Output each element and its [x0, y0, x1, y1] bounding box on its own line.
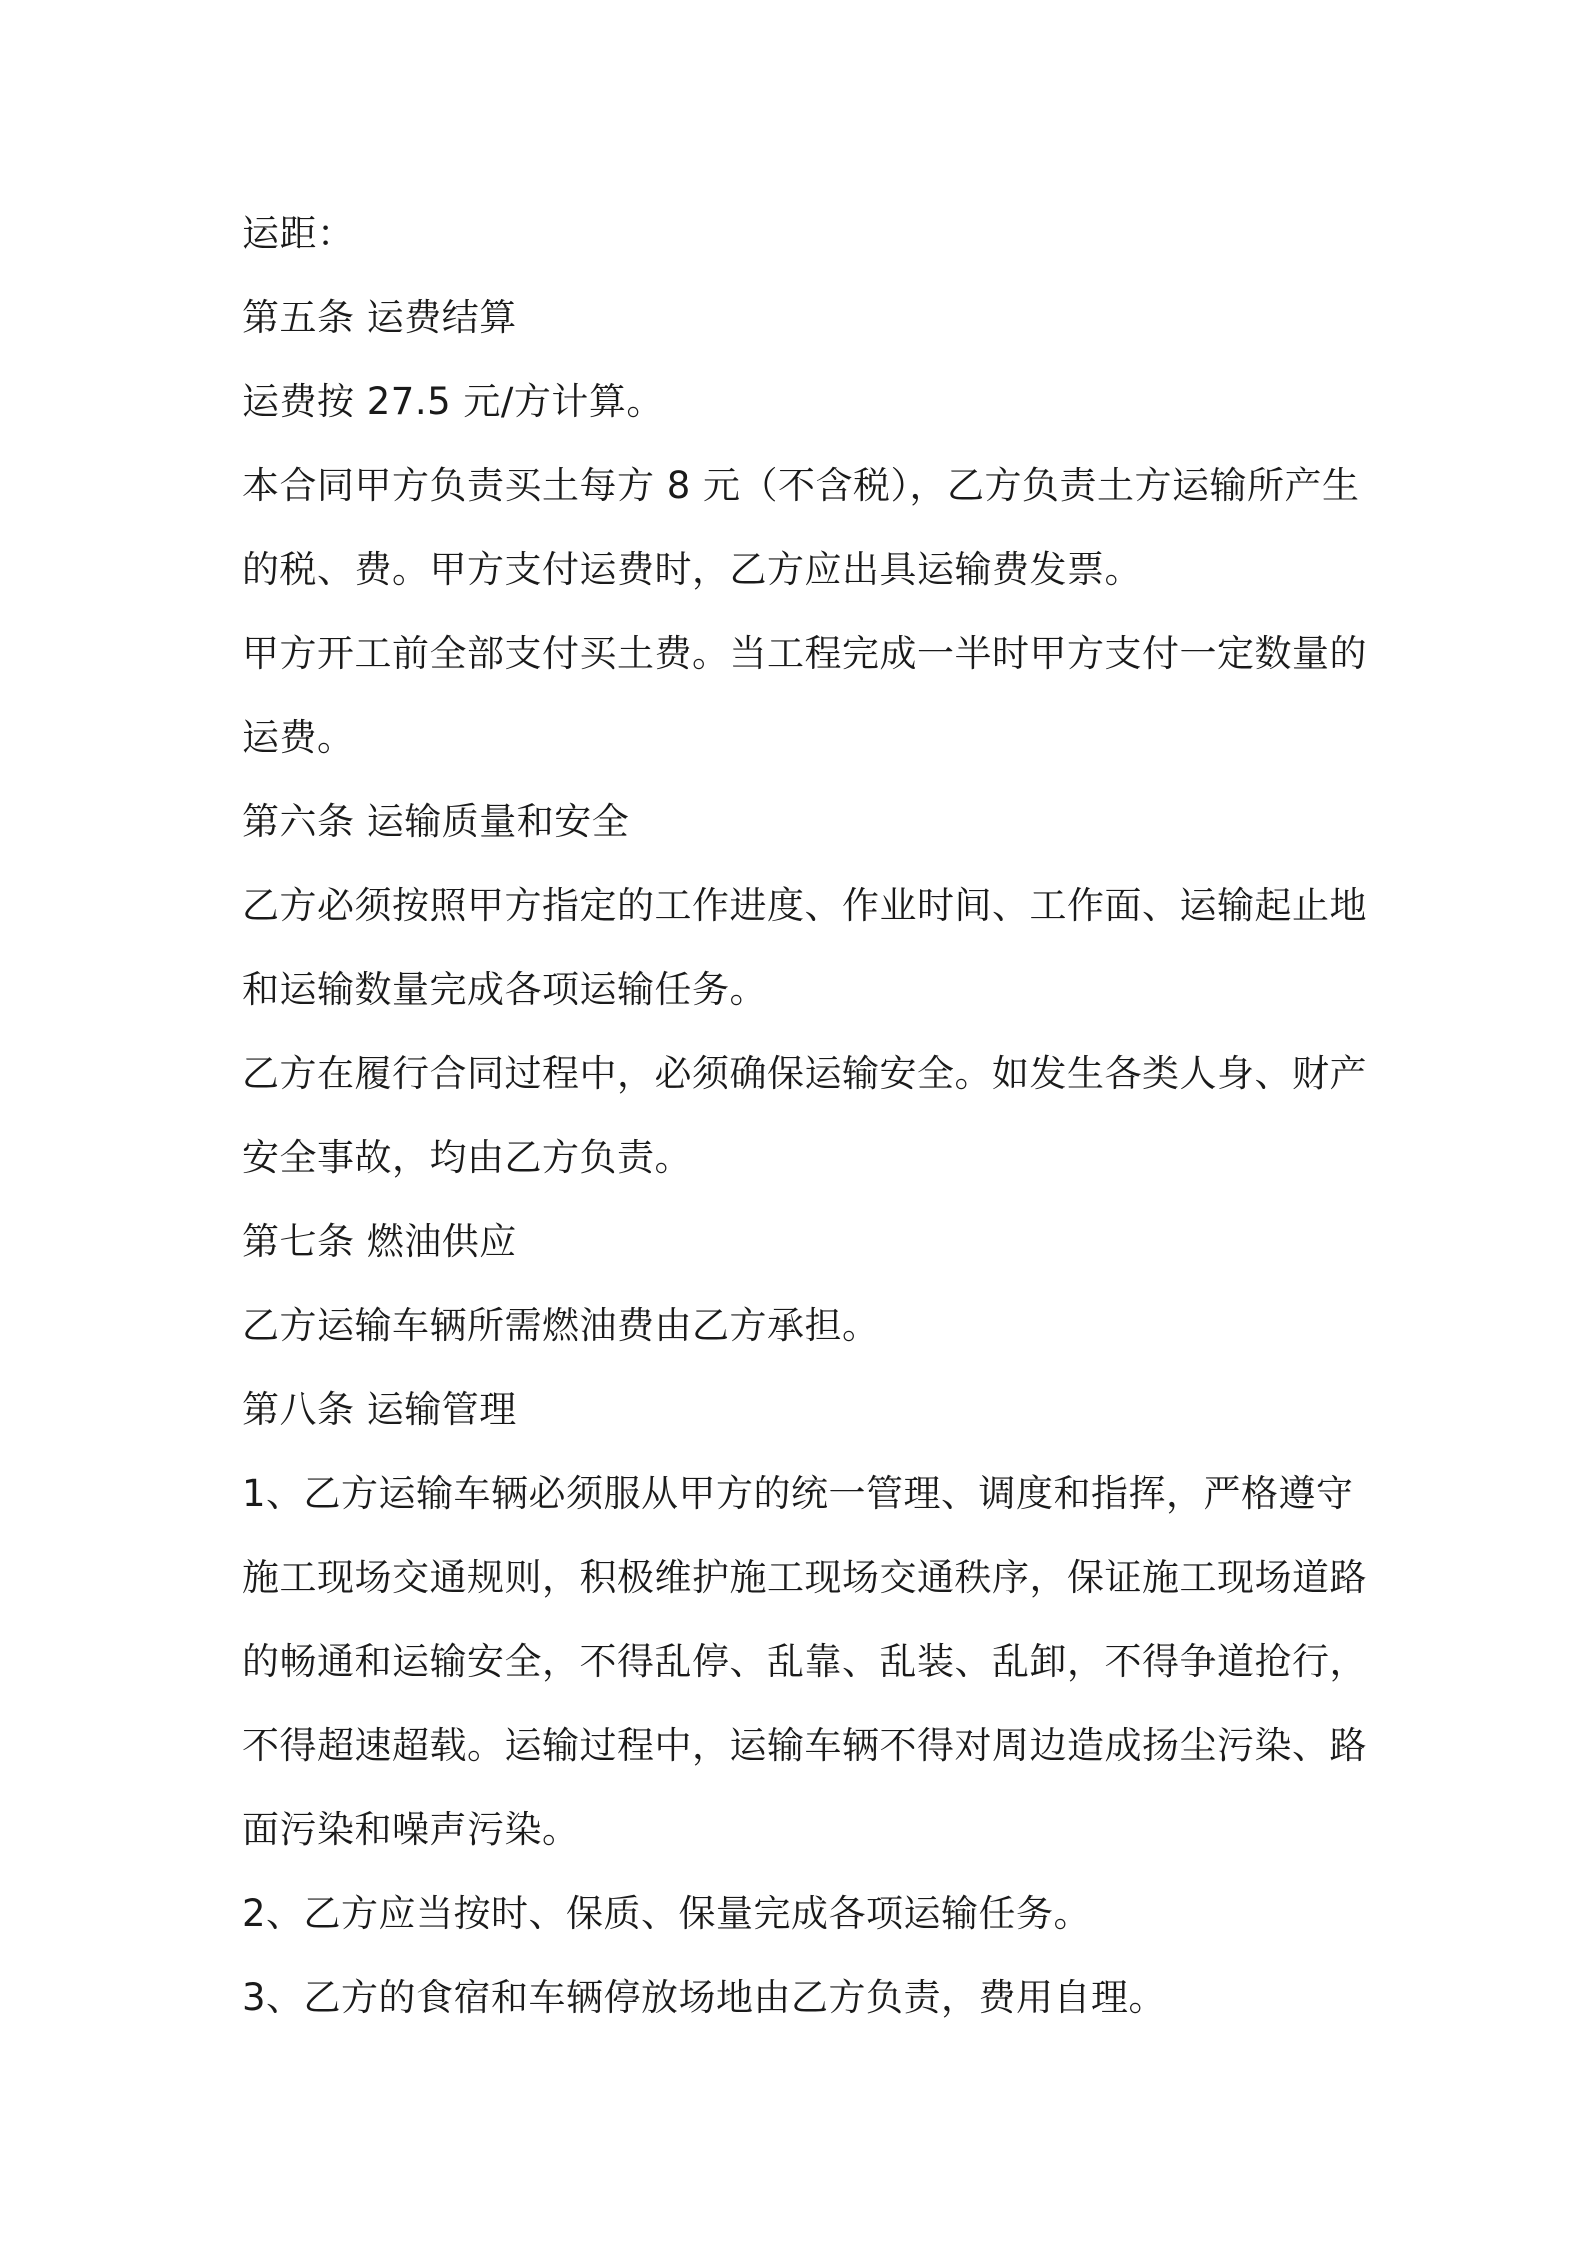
- text-line: 运费。: [242, 716, 355, 759]
- text-line: 乙方运输车辆所需燃油费由乙方承担。: [242, 1304, 880, 1347]
- text-line: 运费按 27.5 元/方计算。: [242, 380, 664, 423]
- text-line: 和运输数量完成各项运输任务。: [242, 968, 767, 1011]
- text-line: 面污染和噪声污染。: [242, 1808, 580, 1851]
- text-line: 安全事故，均由乙方负责。: [242, 1136, 692, 1179]
- text-line: 2、乙方应当按时、保质、保量完成各项运输任务。: [242, 1892, 1092, 1935]
- section-heading-article-7: 第七条 燃油供应: [242, 1220, 517, 1263]
- text-line: 的畅通和运输安全，不得乱停、乱靠、乱装、乱卸，不得争道抢行，: [242, 1640, 1367, 1683]
- section-heading-article-6: 第六条 运输质量和安全: [242, 800, 630, 843]
- text-line: 1、乙方运输车辆必须服从甲方的统一管理、调度和指挥，严格遵守: [242, 1472, 1354, 1515]
- section-heading-article-5: 第五条 运费结算: [242, 296, 517, 339]
- text-line: 本合同甲方负责买土每方 8 元（不含税），乙方负责土方运输所产生: [242, 464, 1360, 507]
- text-line: 3、乙方的食宿和车辆停放场地由乙方负责，费用自理。: [242, 1976, 1167, 2019]
- text-line: 的税、费。甲方支付运费时，乙方应出具运输费发票。: [242, 548, 1142, 591]
- section-heading-article-8: 第八条 运输管理: [242, 1388, 517, 1431]
- text-line: 乙方在履行合同过程中，必须确保运输安全。如发生各类人身、财产: [242, 1052, 1367, 1095]
- text-line: 甲方开工前全部支付买土费。当工程完成一半时甲方支付一定数量的: [242, 632, 1367, 675]
- text-line: 不得超速超载。运输过程中，运输车辆不得对周边造成扬尘污染、路: [242, 1724, 1367, 1767]
- document-body: [242, 192, 1367, 2040]
- text-line: 施工现场交通规则，积极维护施工现场交通秩序，保证施工现场道路: [242, 1556, 1367, 1599]
- text-line: 乙方必须按照甲方指定的工作进度、作业时间、工作面、运输起止地: [242, 884, 1367, 927]
- text-line-distance: 运距：: [242, 212, 355, 255]
